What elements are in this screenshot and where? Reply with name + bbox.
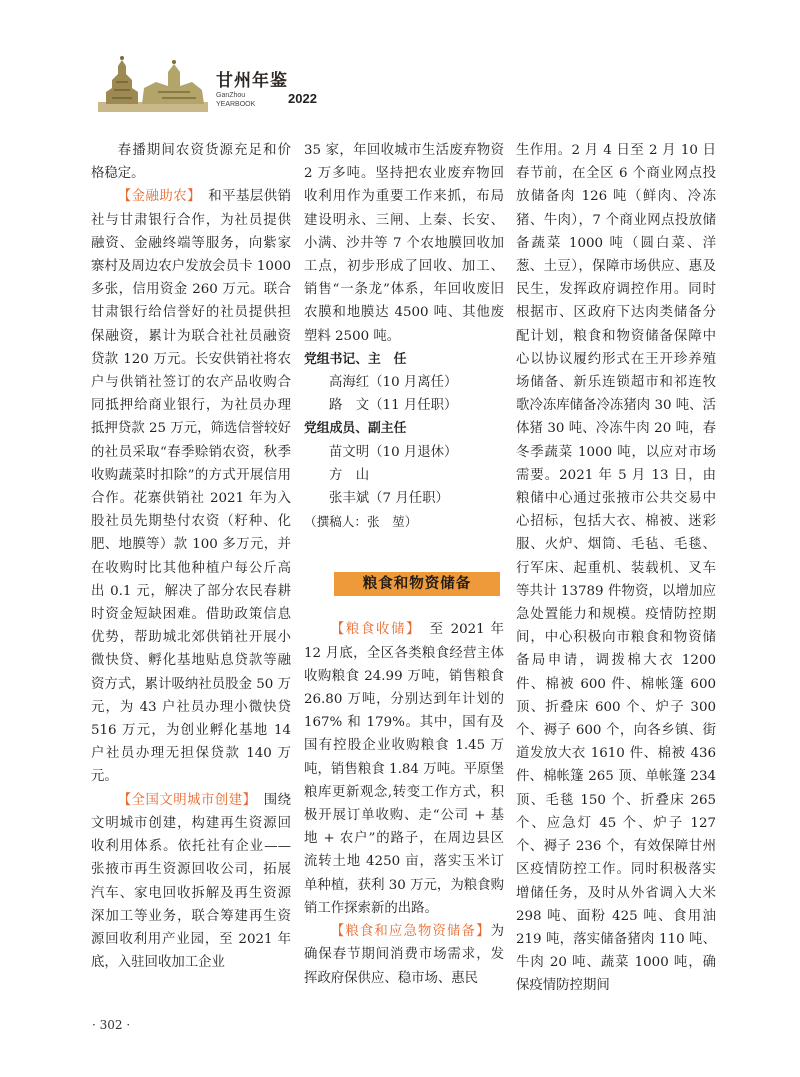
paragraph: 生作用。2 月 4 日至 2 月 10 日春节前，在全区 6 个商业网点投放储备肉 126 吨（鲜肉、冷冻猪、牛肉），7 个商业网点投放储备蔬菜 1000 吨（圆白菜、洋葱、土豆），保障市场供应、惠及民生，发挥政府调控作用。同时根据市、区政府下达肉类储备分配计划，粮食和物资储备保障中心以协议履约形式在王开珍养殖场储备、新乐连锁超市和祁连牧歌冷冻库储备冷冻猪肉 30 吨、活体猪 30 吨、冷冻牛肉 20 吨，春冬季蔬菜 1000 吨，以应对市场需要。2021 年 5 月 13 日，由粮储中心通过张掖市公共交易中心招标，包括大衣、棉被、迷彩服、火炉、烟筒、毛毡、毛毯、行军床、起重机、装载机、叉车等共计 13789 件物资，以增加应急处置能力和规模。疫情防控期间，中心积极向市粮食和物资储备局申请，调拨棉大衣 1200 件、棉被 600 件、棉帐篷 600 顶、折叠床 600 个、炉子 300 个、褥子 600 个，向各乡镇、街道发放大衣 1610 件、棉被 436 件、棉帐篷 265 顶、单帐篷 234 顶、毛毯 150 个、折叠床 265 个、应急灯 45 个、炉子 127 个、褥子 236 个，有效保障甘州区疫情防控工作。同时积极落实增储任务，及时从外省调入大米 298 吨、面粉 425 吨、食用油 219 吨，落实储备猪肉 110 吨、牛肉 20 吨、蔬菜 1000 吨，确保疫情防控期间	[516, 143, 716, 994]
staff-entry: 高海红（10 月离任）	[329, 375, 458, 391]
yearbook-year: 2022	[288, 91, 317, 106]
section-tag: 【金融助农】	[117, 189, 195, 205]
paragraph-text: 至 2021 年 12 月底，全区各类粮食经营主体收购粮食 24.99 万吨，销售粮食 26.80 万吨，分别达到年计划的 167% 和 179%。其中，国有及国有控股企业收购粮食 1.45 万吨，销售粮食 1.84 万吨。平原堡粮库更新观念,转变工作方式，积极开展订单收购、走“公司 + 基地 + 农户”的路子，在周边县区流转土地 4250 亩，落实玉米订单种植，获利 30 万元，为粮食购销工作探索新的出路。	[304, 622, 504, 916]
role-title-members: 党组成员、副主任	[304, 421, 407, 437]
text-column-3	[516, 139, 716, 998]
paragraph: 春播期间农资货源充足和价格稳定。	[91, 143, 291, 182]
paragraph-grain-storage	[304, 618, 504, 920]
paragraph-text: 和平基层供销社与甘肃银行合作，为社员提供融资、金融终端等服务，向紫家寨村及周边农户发放会员卡 1000 多张，信用资金 260 万元。联合甘肃银行给信誉好的社员提供担保融资，累计为联合社社员融资贷款 120 万元。长安供销社将农户与供销社签订的农产品收购合同抵押给商业银行，为社员办理抵押贷款 25 万元，筛选信誉较好的社员采取“春季赊销农资，秋季收购蔬菜时扣除”的方式开展信用合作。花寨供销社 2021 年为入股社员先期垫付农资（籽种、化肥、地膜等）款 100 多万元，并在收购时比其他种植户每公斤高出 0.1 元，解决了部分农民春耕时资金短缺困难。借助政策信息优势，帮助城北郊供销社开展小微快贷、孵化基地贴息贷款等融资方式，累计吸纳社员股金 50 万元，为 43 户社员办理小微快贷 516 万元，为创业孵化基地 14 户社员办理无担保贷款 140 万元。	[91, 189, 291, 785]
staff-entry: 路 文（11 月任职）	[329, 398, 458, 414]
pagoda-logo-icon	[98, 52, 208, 112]
paragraph-text: 围绕文明城市创建，构建再生资源回收利用体系。依托社有企业——张掖市再生资源回收公司，拓展汽车、家电回收拆解及再生资源深加工等业务，联合筹建再生资源回收利用产业园，至 2021 年底，入驻回收加工企业	[91, 792, 291, 971]
yearbook-title: 甘州年鉴	[216, 71, 288, 91]
text-column-2	[304, 139, 504, 990]
staff-entry: 张丰斌（7 月任职）	[329, 491, 449, 507]
text-column-1	[91, 139, 291, 974]
paragraph-text: 为确保春节期间消费市场需求，发挥政府保供应、稳市场、惠民	[304, 924, 504, 986]
paragraph-civilized-city	[91, 789, 291, 975]
role-title-secretary: 党组书记、主 任	[304, 351, 407, 367]
yearbook-subtitle-ganzhou: GanZhou	[216, 92, 246, 99]
page-number: · 302 ·	[92, 1018, 131, 1032]
section-tag: 【粮食收储】	[330, 622, 415, 638]
staff-entry: 方 山	[329, 467, 370, 483]
yearbook-header	[88, 52, 428, 114]
section-tag: 【粮食和应急物资储备】	[330, 924, 491, 940]
section-tag: 【全国文明城市创建】	[117, 792, 250, 808]
yearbook-subtitle-yearbook: YEARBOOK	[216, 101, 256, 108]
author-credit: （撰稿人：张 堃）	[304, 514, 418, 530]
paragraph-emergency-reserve	[304, 920, 504, 990]
section-heading: 粮食和物资储备	[334, 572, 500, 596]
paragraph: 35 家，年回收城市生活废弃物资 2 万多吨。坚持把农业废弃物回收利用作为重要工作来抓，布局建设明永、三闸、上秦、长安、小满、沙井等 7 个农地膜回收加工点，初步形成了回收、加工、销售“一条龙”体系，年回收废旧农膜和地膜达 4500 吨、其他废塑料 2500 吨。	[304, 143, 504, 344]
paragraph-financial-aid	[91, 185, 291, 788]
staff-entry: 苗文明（10 月退休）	[329, 444, 458, 460]
